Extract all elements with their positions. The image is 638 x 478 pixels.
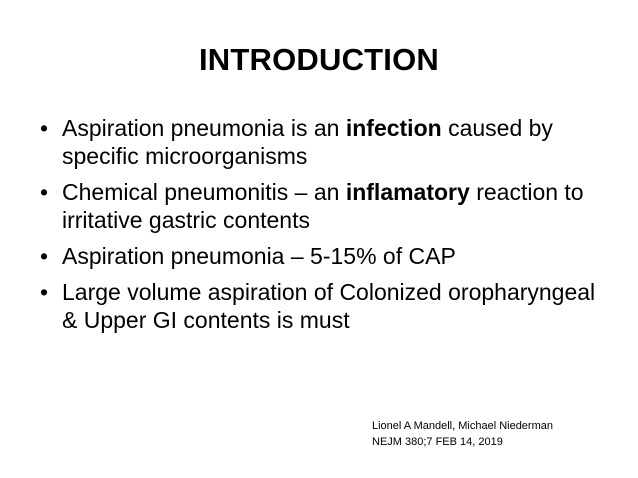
bullet-dot-icon: • <box>40 279 49 305</box>
bullet-item <box>40 242 615 270</box>
bullet-bold-term: inflamatory <box>345 179 470 205</box>
citation-authors: Lionel A Mandell, Michael Niederman <box>372 420 553 432</box>
citation <box>372 418 553 450</box>
bullet-item <box>40 278 615 334</box>
bullet-item <box>40 178 615 234</box>
slide-title: INTRODUCTION <box>198 42 440 77</box>
bullet-text: Aspiration pneumonia is an <box>62 115 346 141</box>
bullet-bold-term: infection <box>345 115 442 141</box>
bullet-text: caused by specific microorganisms <box>62 115 553 169</box>
bullet-list <box>40 114 615 342</box>
bullet-dot-icon: • <box>40 115 49 141</box>
bullet-text: Aspiration pneumonia – 5-15% of CAP <box>62 243 456 269</box>
bullet-text: Large volume aspiration of Colonized oropharyngeal & Upper GI contents is must <box>62 279 596 333</box>
citation-journal: NEJM 380;7 FEB 14, 2019 <box>372 436 503 448</box>
bullet-dot-icon: • <box>40 243 49 269</box>
bullet-item <box>40 114 615 170</box>
bullet-dot-icon: • <box>40 179 49 205</box>
bullet-text: Chemical pneumonitis – an <box>62 179 346 205</box>
bullet-text: reaction to irritative gastric contents <box>62 179 584 233</box>
